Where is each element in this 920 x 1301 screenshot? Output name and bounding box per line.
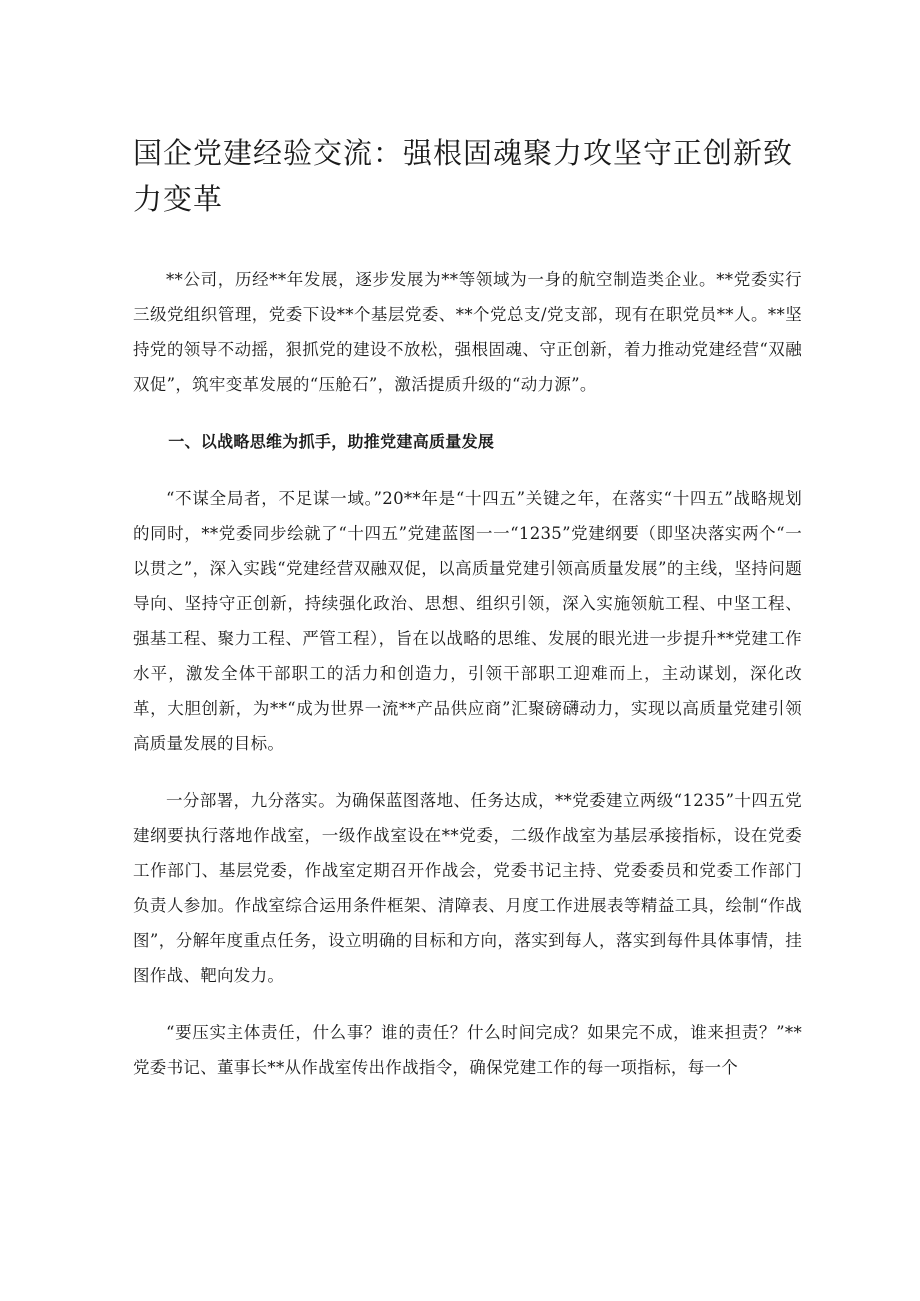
strategy-paragraph: “不谋全局者，不足谋一域。”20**年是“十四五”关键之年，在落实“十四五”战略规划的同时，**党委同步绘就了“十四五”党建蓝图一一“1235”党建纲要（即坚决落实两个“一以贯之”，深入实践“党建经营双融双促，以高质量党建引领高质量发展”的主线，坚持问题导向、坚持守正创新，持续强化政治、思想、组织引领，深入实施领航工程、中坚工程、强基工程、聚力工程、严管工程），旨在以战略的思维、发展的眼光进一步提升**党建工作水平，激发全体干部职工的活力和创造力，引领干部职工迎难而上，主动谋划，深化改革，大胆创新，为**“成为世界一流**产品供应商”汇聚磅礴动力，实现以高质量党建引领高质量发展的目标。 [133,489,802,753]
responsibility-paragraph: “要压实主体责任，什么事？谁的责任？什么时间完成？如果完不成，谁来担责？”**党委书记、董事长**从作战室传出作战指令，确保党建工作的每一项指标，每一个 [133,1023,802,1077]
intro-paragraph: **公司，历经**年发展，逐步发展为**等领域为一身的航空制造类企业。**党委实行三级党组织管理，党委下设**个基层党委、**个党总支/党支部，现有在职党员**人。**坚持党的领导不动摇，狠抓党的建设不放松，强根固魂、守正创新，着力推动党建经营“双融双促”，筑牢变革发展的“压舱石”，激活提质升级的“动力源”。 [133,270,802,394]
deployment-paragraph: 一分部署，九分落实。为确保蓝图落地、任务达成，**党委建立两级“1235”十四五党建纲要执行落地作战室，一级作战室设在**党委，二级作战室为基层承接指标，设在党委工作部门、基层党委，作战室定期召开作战会，党委书记主持、党委委员和党委工作部门负责人参加。作战室综合运用条件框架、清障表、月度工作进展表等精益工具，绘制“作战图”，分解年度重点任务，设立明确的目标和方向，落实到每人，落实到每件具体事情，挂图作战、靶向发力。 [133,791,802,985]
document-title: 国企党建经验交流：强根固魂聚力攻坚守正创新致力变革 [133,136,794,216]
section-heading-1: 一、以战略思维为抓手，助推党建高质量发展 [168,432,495,451]
